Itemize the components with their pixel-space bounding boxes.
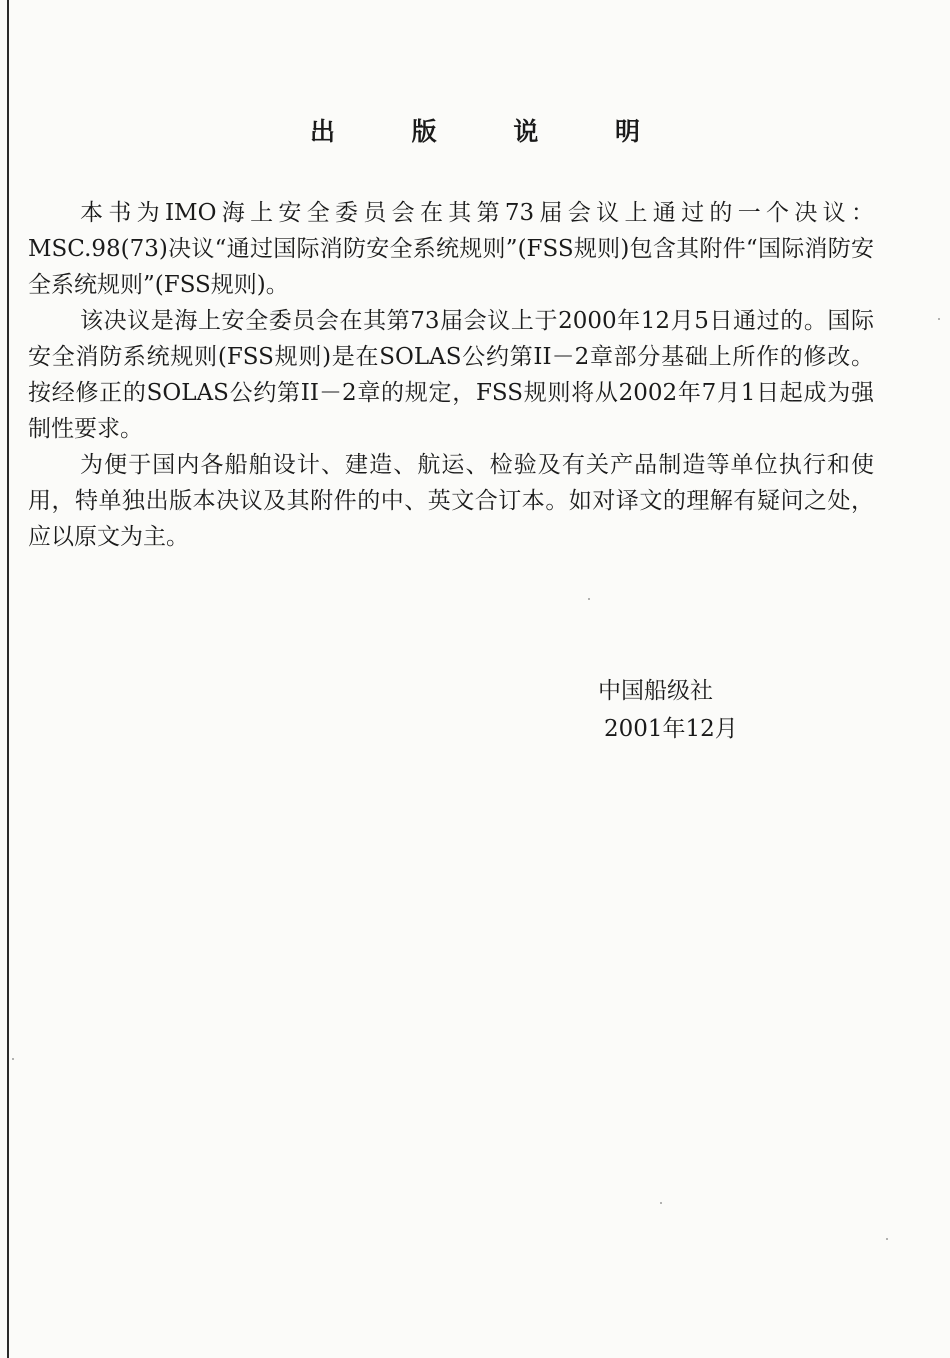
scan-border-left — [7, 0, 9, 1358]
signature-date: 2001年12月 — [604, 716, 738, 742]
paragraph-2: 该决议是海上安全委员会在其第73届会议上于2000年12月5日通过的。国际安全消防系统规则(FSS规则)是在SOLAS公约第II－2章部分基础上所作的修改。按经修正的SOLAS公约第II－2章的规定，FSS规则将从2002年7月1日起成为强制性要求。 — [28, 308, 874, 442]
scan-speck — [12, 1058, 14, 1060]
body-text — [28, 195, 874, 555]
paragraph-1: 本书为IMO海上安全委员会在其第73届会议上通过的一个决议：MSC.98(73)决议“通过国际消防安全系统规则”(FSS规则)包含其附件“国际消防安全系统规则”(FSS规则)。 — [28, 200, 874, 298]
scan-speck — [938, 318, 940, 320]
signature-organization: 中国船级社 — [598, 678, 713, 704]
page-title: 出 版 说 明 — [309, 117, 675, 146]
scan-speck — [886, 1238, 888, 1240]
signature-block — [598, 672, 738, 748]
paragraph-3: 为便于国内各船舶设计、建造、航运、检验及有关产品制造等单位执行和使用，特单独出版本决议及其附件的中、英文合订本。如对译文的理解有疑问之处，应以原文为主。 — [28, 452, 874, 550]
scan-speck — [660, 1202, 662, 1204]
scan-speck — [588, 598, 590, 600]
